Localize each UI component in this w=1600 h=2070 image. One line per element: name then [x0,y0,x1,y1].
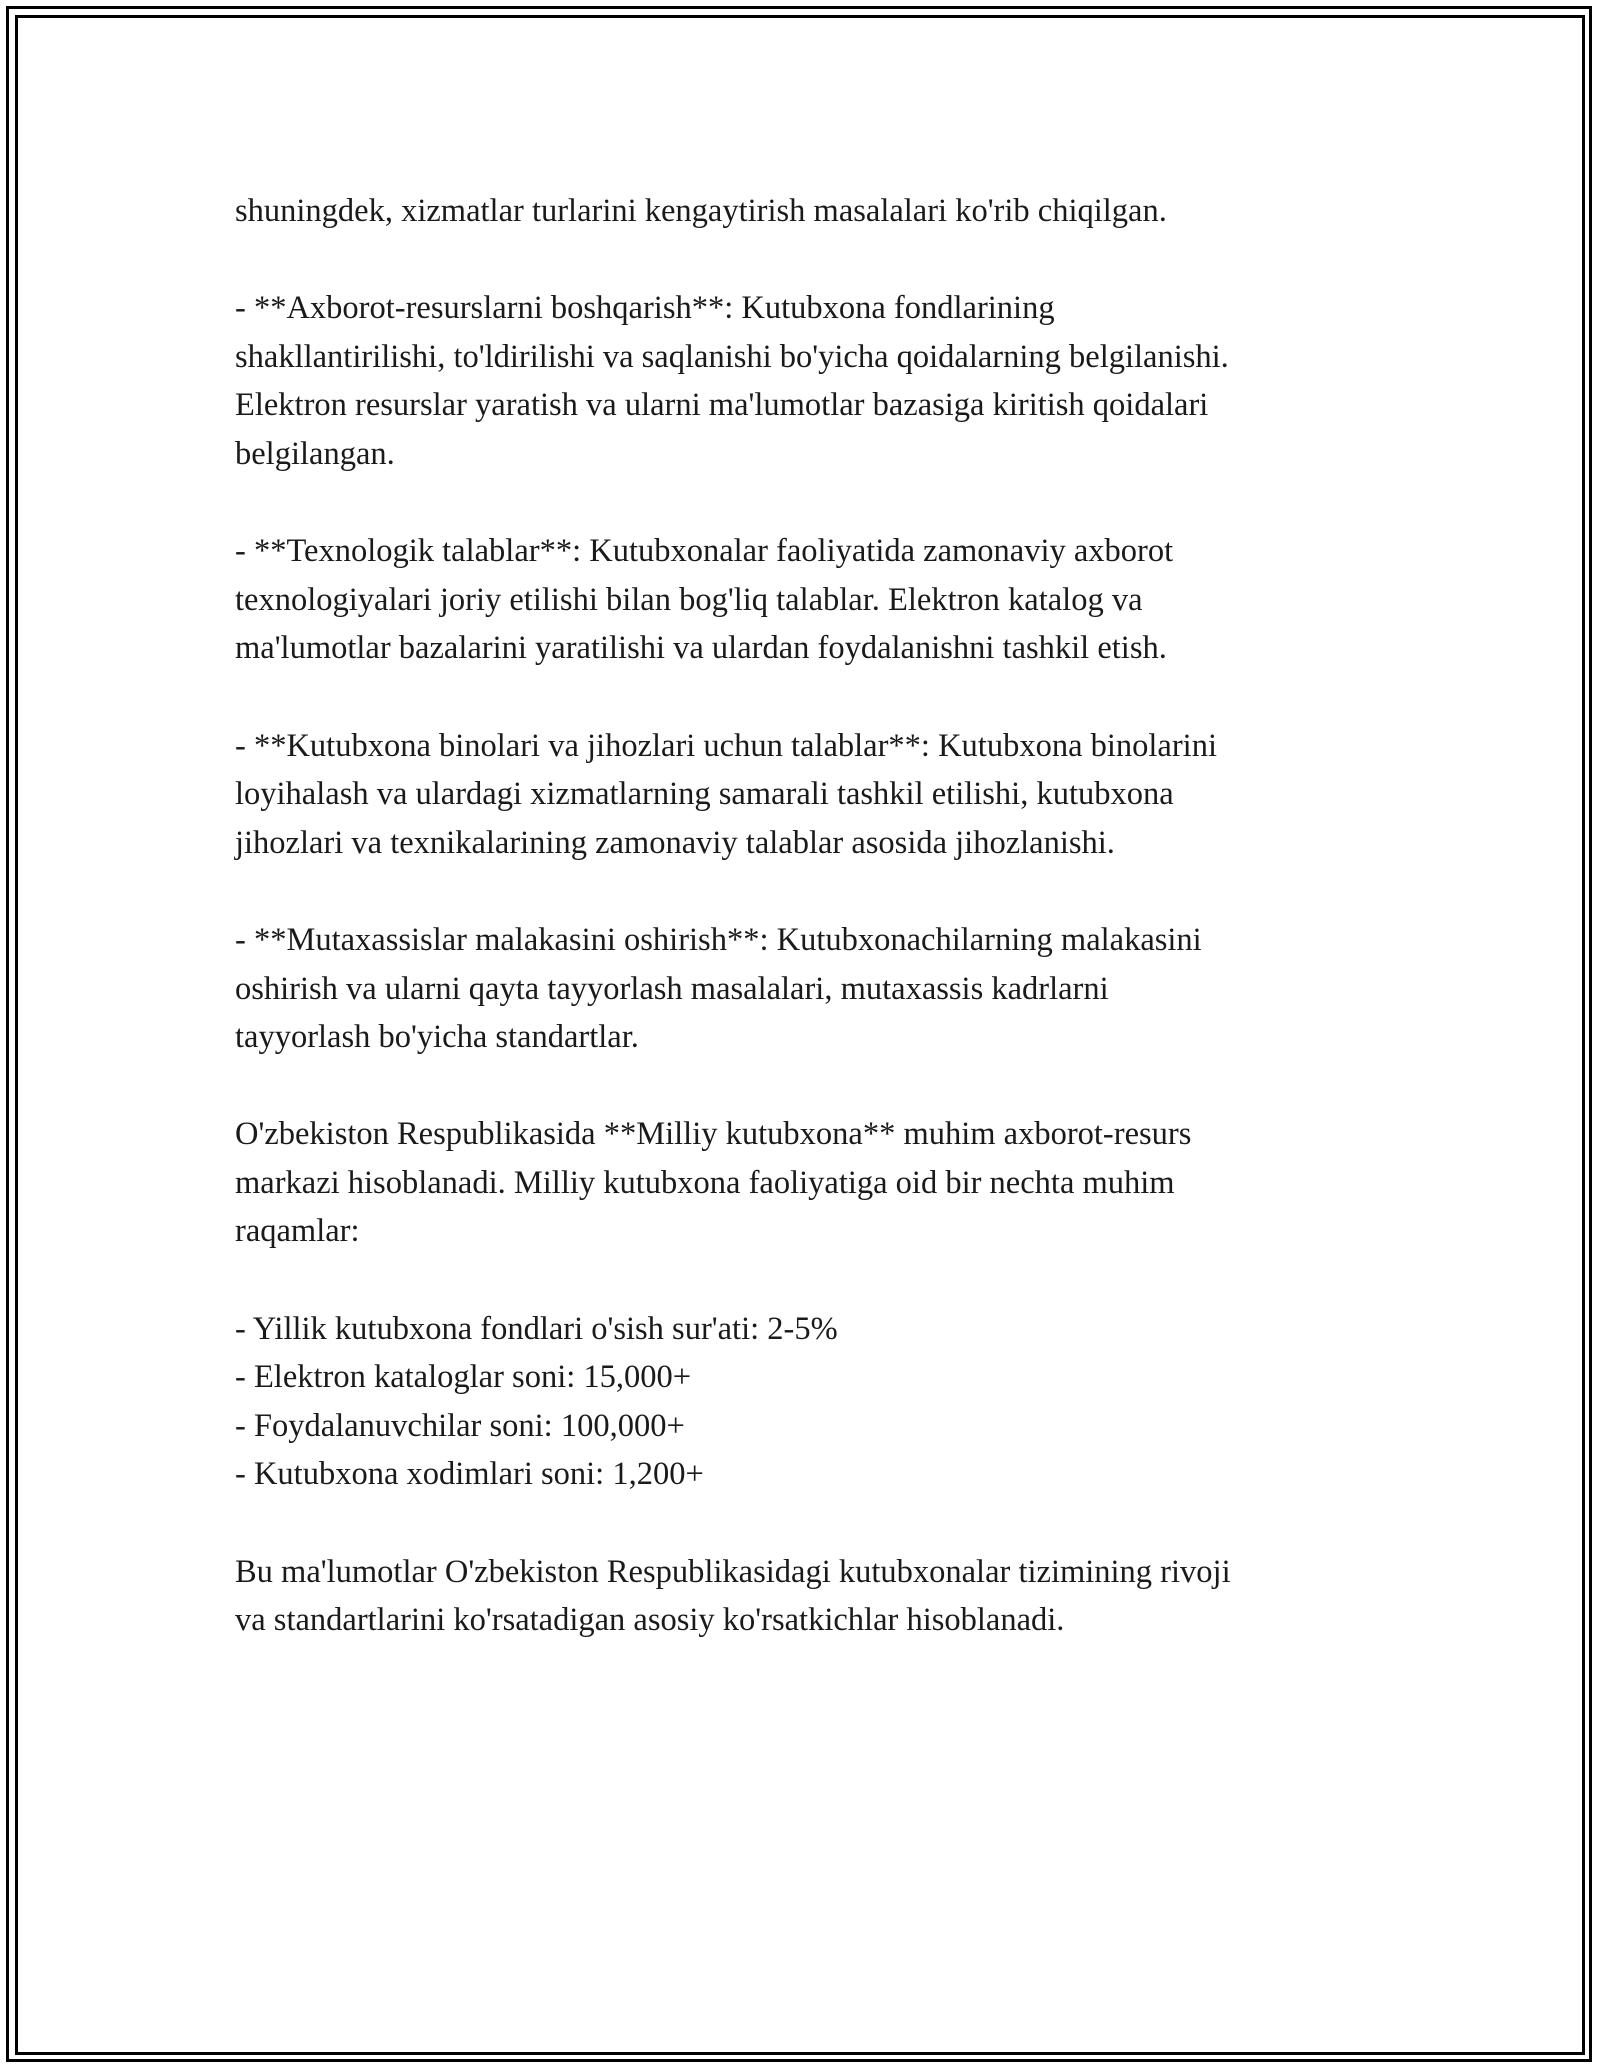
paragraph-conclusion [235,1548,1395,1645]
text-line: - **Kutubxona binolari va jihozlari uchun talablar**: Kutubxona binolarini [235,727,1217,764]
list-item: - Foydalanuvchilar soni: 100,000+ [235,1407,685,1444]
text-line: - **Mutaxassislar malakasini oshirish**: Kutubxonachilarning malakasini [235,921,1202,958]
list-item: - Elektron kataloglar soni: 15,000+ [235,1359,692,1396]
text-line: Elektron resurslar yaratish va ularni ma'lumotlar bazasiga kiritish qoidalari [235,387,1209,424]
statistics-list [235,1305,1395,1499]
text-line: markazi hisoblanadi. Milliy kutubxona faoliyatiga oid bir nechta muhim [235,1164,1175,1201]
text-line: shuningdek, xizmatlar turlarini kengaytirish masalalari ko'rib chiqilgan. [235,193,1167,229]
paragraph-specialist-qualification [235,916,1395,1062]
text-line: O'zbekiston Respublikasida **Milliy kutubxona** muhim axborot-resurs [235,1116,1192,1153]
text-line: raqamlar: [235,1213,360,1250]
text-line: - **Texnologik talablar**: Kutubxonalar faoliyatida zamonaviy axborot [235,533,1174,570]
list-item: - Kutubxona xodimlari soni: 1,200+ [235,1456,704,1493]
text-line: texnologiyalari joriy etilishi bilan bog'liq talablar. Elektron katalog va [235,581,1143,618]
text-line: tayyorlash bo'yicha standartlar. [235,1019,639,1056]
paragraph-information-resources [235,284,1395,478]
paragraph-buildings-equipment [235,722,1395,868]
paragraph-technological-requirements [235,527,1395,673]
text-line: shakllantirilishi, to'ldirilishi va saqlanishi bo'yicha qoidalarning belgilanishi. [235,338,1229,375]
text-line: - **Axborot-resurslarni boshqarish**: Kutubxona fondlarining [235,290,1055,327]
text-line: va standartlarini ko'rsatadigan asosiy ko'rsatkichlar hisoblanadi. [235,1602,1065,1639]
list-item: - Yillik kutubxona fondlari o'sish sur'ati: 2-5% [235,1310,838,1347]
paragraph-intro-continuation [235,187,1395,236]
text-line: Bu ma'lumotlar O'zbekiston Respublikasidagi kutubxonalar tizimining rivoji [235,1553,1231,1590]
text-line: loyihalash va ulardagi xizmatlarning samarali tashkil etilishi, kutubxona [235,776,1174,813]
paragraph-national-library [235,1110,1395,1256]
text-line: jihozlari va texnikalarining zamonaviy talablar asosida jihozlanishi. [235,824,1115,861]
text-line: belgilangan. [235,435,395,472]
text-line: oshirish va ularni qayta tayyorlash masalalari, mutaxassis kadrlarni [235,970,1109,1007]
text-line: ma'lumotlar bazalarini yaratilishi va ulardan foydalanishni tashkil etish. [235,630,1167,667]
document-body [235,187,1395,1693]
